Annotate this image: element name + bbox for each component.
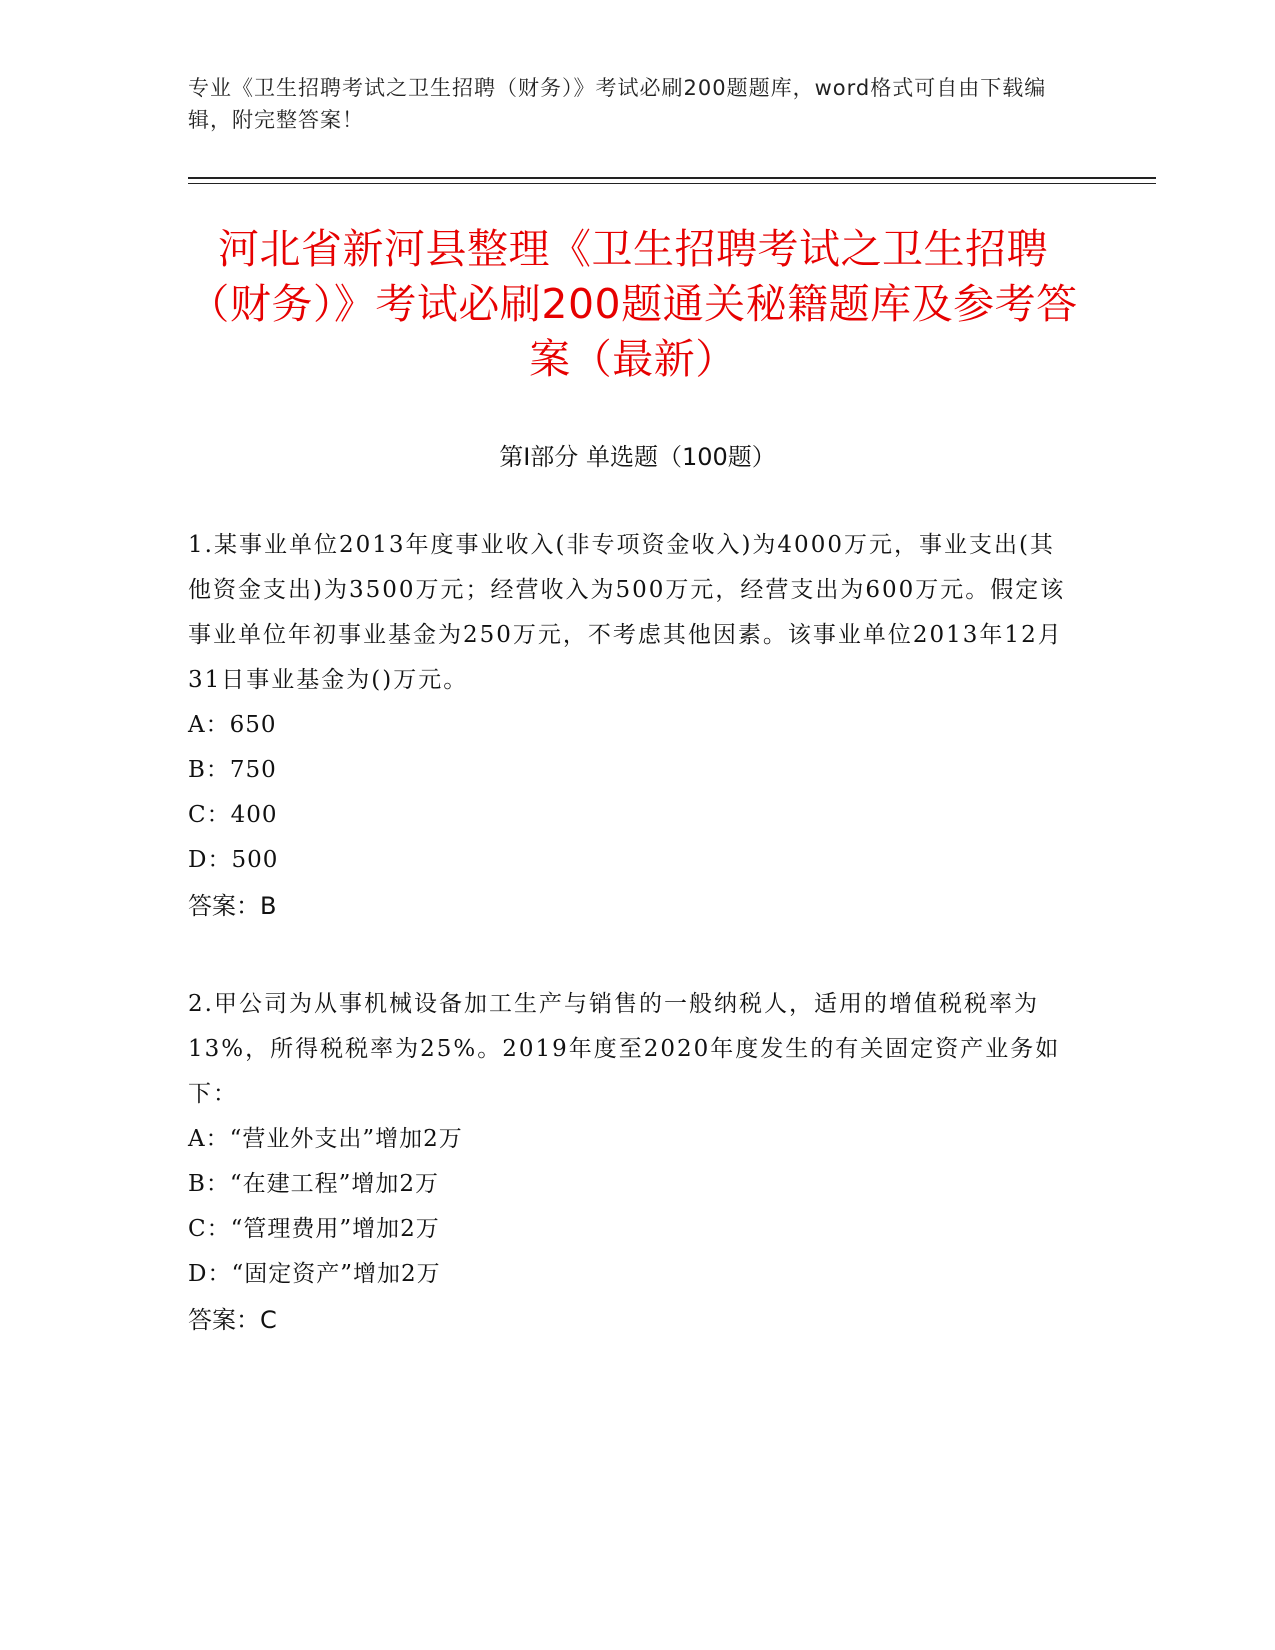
- option-a: A：650: [188, 712, 277, 738]
- option-b: B：750: [188, 757, 277, 783]
- answer: 答案：C: [188, 1306, 277, 1334]
- question-2: [188, 982, 1068, 1343]
- header-note: 专业《卫生招聘考试之卫生招聘（财务）》考试必刷200题题库，word格式可自由下载编辑，附完整答案！: [188, 76, 1047, 132]
- option-a: A：“营业外支出”增加2万: [188, 1126, 463, 1152]
- question-stem: 1.某事业单位2013年度事业收入(非专项资金收入)为4000万元，事业支出(其他资金支出)为3500万元；经营收入为500万元，经营支出为600万元。假定该事业单位年初事业基金为250万元，不考虑其他因素。该事业单位2013年12月31日事业基金为()万元。: [188, 532, 1066, 693]
- question-stem: 2.甲公司为从事机械设备加工生产与销售的一般纳税人，适用的增值税税率为13%，所得税税率为25%。2019年度至2020年度发生的有关固定资产业务如下：: [188, 991, 1061, 1107]
- option-c: C：400: [188, 802, 278, 828]
- section-title: 第I部分 单选题（100题）: [499, 443, 776, 471]
- option-d: D：500: [188, 847, 279, 873]
- option-c: C：“管理费用”增加2万: [188, 1216, 440, 1242]
- option-b: B：“在建工程”增加2万: [188, 1171, 440, 1197]
- option-d: D：“固定资产”增加2万: [188, 1261, 441, 1287]
- header-divider-thin: [188, 183, 1156, 184]
- question-1: [188, 523, 1068, 929]
- header-divider-thick: [188, 177, 1156, 179]
- answer: 答案：B: [188, 892, 277, 920]
- document-title: 河北省新河县整理《卫生招聘考试之卫生招聘（财务）》考试必刷200题通关秘籍题库及参考答案（最新）: [188, 225, 1078, 383]
